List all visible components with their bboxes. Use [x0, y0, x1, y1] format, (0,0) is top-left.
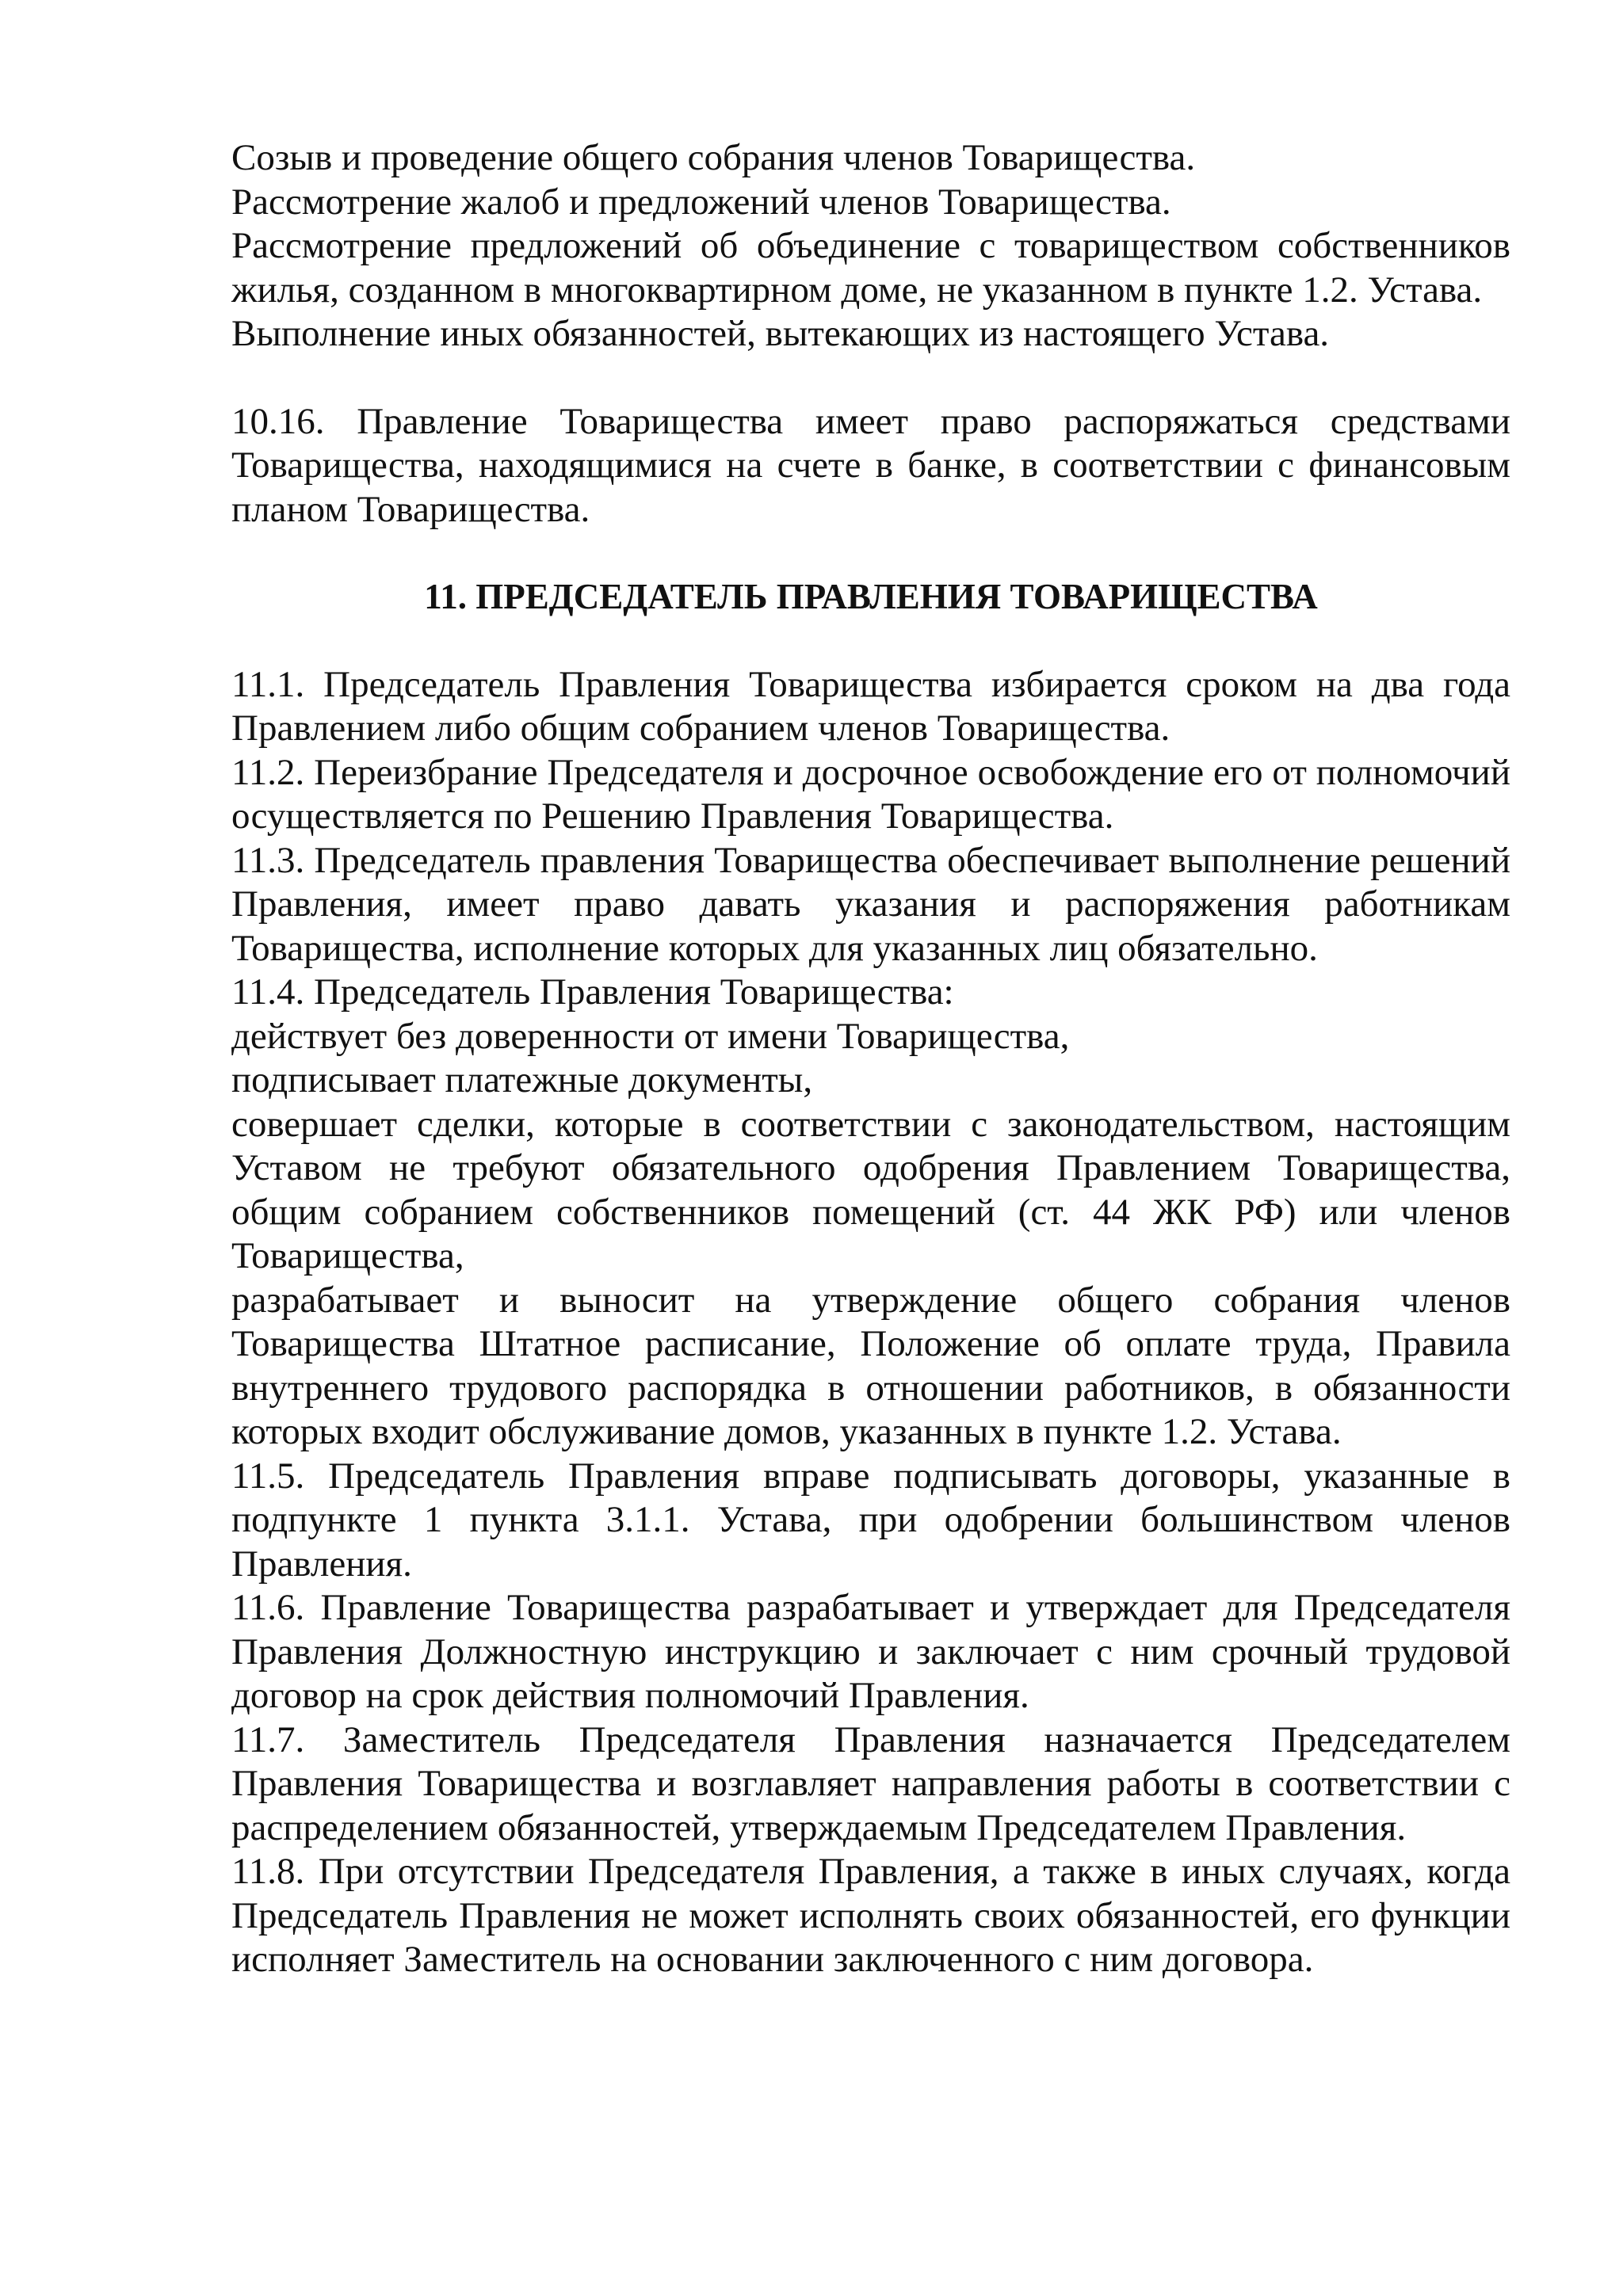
paragraph-intro-2: Рассмотрение жалоб и предложений членов Товарищества.: [231, 181, 1171, 223]
paragraph-11-4: 11.4. Председатель Правления Товарищества:: [231, 971, 954, 1013]
list-item-develops-documents: разрабатывает и выносит на утверждение общего собрания членов Товарищества Штатное расписание, Положение об оплате труда, Правила внутреннего трудового распорядка в отношении работников, в обязанности которых входит обслуживание домов, указанных в пункте 1.2. Устава.: [231, 1279, 1510, 1452]
paragraph-11-2: 11.2. Переизбрание Председателя и досрочное освобождение его от полномочий осуществляется по Решению Правления Товарищества.: [231, 751, 1510, 837]
list-item-makes-deals: совершает сделки, которые в соответствии с законодательством, настоящим Уставом не требуют обязательного одобрения Правлением Товарищества, общим собранием собственников помещений (ст. 44 ЖК РФ) или членов Товарищества,: [231, 1103, 1510, 1276]
paragraph-10-16: 10.16. Правление Товарищества имеет право распоряжаться средствами Товарищества, находящимися на счете в банке, в соответствии с финансовым планом Товарищества.: [231, 400, 1510, 530]
paragraph-11-7: 11.7. Заместитель Председателя Правления назначается Председателем Правления Товарищества и возглавляет направления работы в соответствии с распределением обязанностей, утверждаемым Председателем Правления.: [231, 1718, 1510, 1848]
paragraph-intro-4: Выполнение иных обязанностей, вытекающих из настоящего Устава.: [231, 313, 1330, 354]
spacer: [231, 357, 1510, 400]
section-title: 11. ПРЕДСЕДАТЕЛЬ ПРАВЛЕНИЯ ТОВАРИЩЕСТВА: [424, 577, 1318, 616]
paragraph-11-5: 11.5. Председатель Правления вправе подписывать договоры, указанные в подпункте 1 пункта 3.1.1. Устава, при одобрении большинством членов Правления.: [231, 1455, 1510, 1585]
list-item-signs-payments: подписывает платежные документы,: [231, 1059, 813, 1100]
paragraph-11-6: 11.6. Правление Товарищества разрабатывает и утверждает для Председателя Правления Должностную инструкцию и заключает с ним срочный трудовой договор на срок действия полномочий Правления.: [231, 1587, 1510, 1716]
document-page: [231, 136, 1510, 1982]
paragraph-11-3: 11.3. Председатель правления Товарищества обеспечивает выполнение решений Правления, имеет право давать указания и распоряжения работникам Товарищества, исполнение которых для указанных лиц обязательно.: [231, 839, 1510, 969]
list-item-acts-without-proxy: действует без доверенности от имени Товарищества,: [231, 1015, 1070, 1057]
paragraph-11-1: 11.1. Председатель Правления Товарищества избирается сроком на два года Правлением либо общим собранием членов Товарищества.: [231, 663, 1510, 749]
paragraph-11-8: 11.8. При отсутствии Председателя Правления, а также в иных случаях, когда Председатель Правления не может исполнять своих обязанностей, его функции исполняет Заместитель на основании заключенного с ним договора.: [231, 1851, 1510, 1980]
paragraph-intro-3: Рассмотрение предложений об объединение с товариществом собственников жилья, созданном в многоквартирном доме, не указанном в пункте 1.2. Устава.: [231, 225, 1510, 311]
spacer: [231, 532, 1510, 575]
spacer: [231, 620, 1510, 663]
paragraph-intro-1: Созыв и проведение общего собрания членов Товарищества.: [231, 137, 1196, 178]
